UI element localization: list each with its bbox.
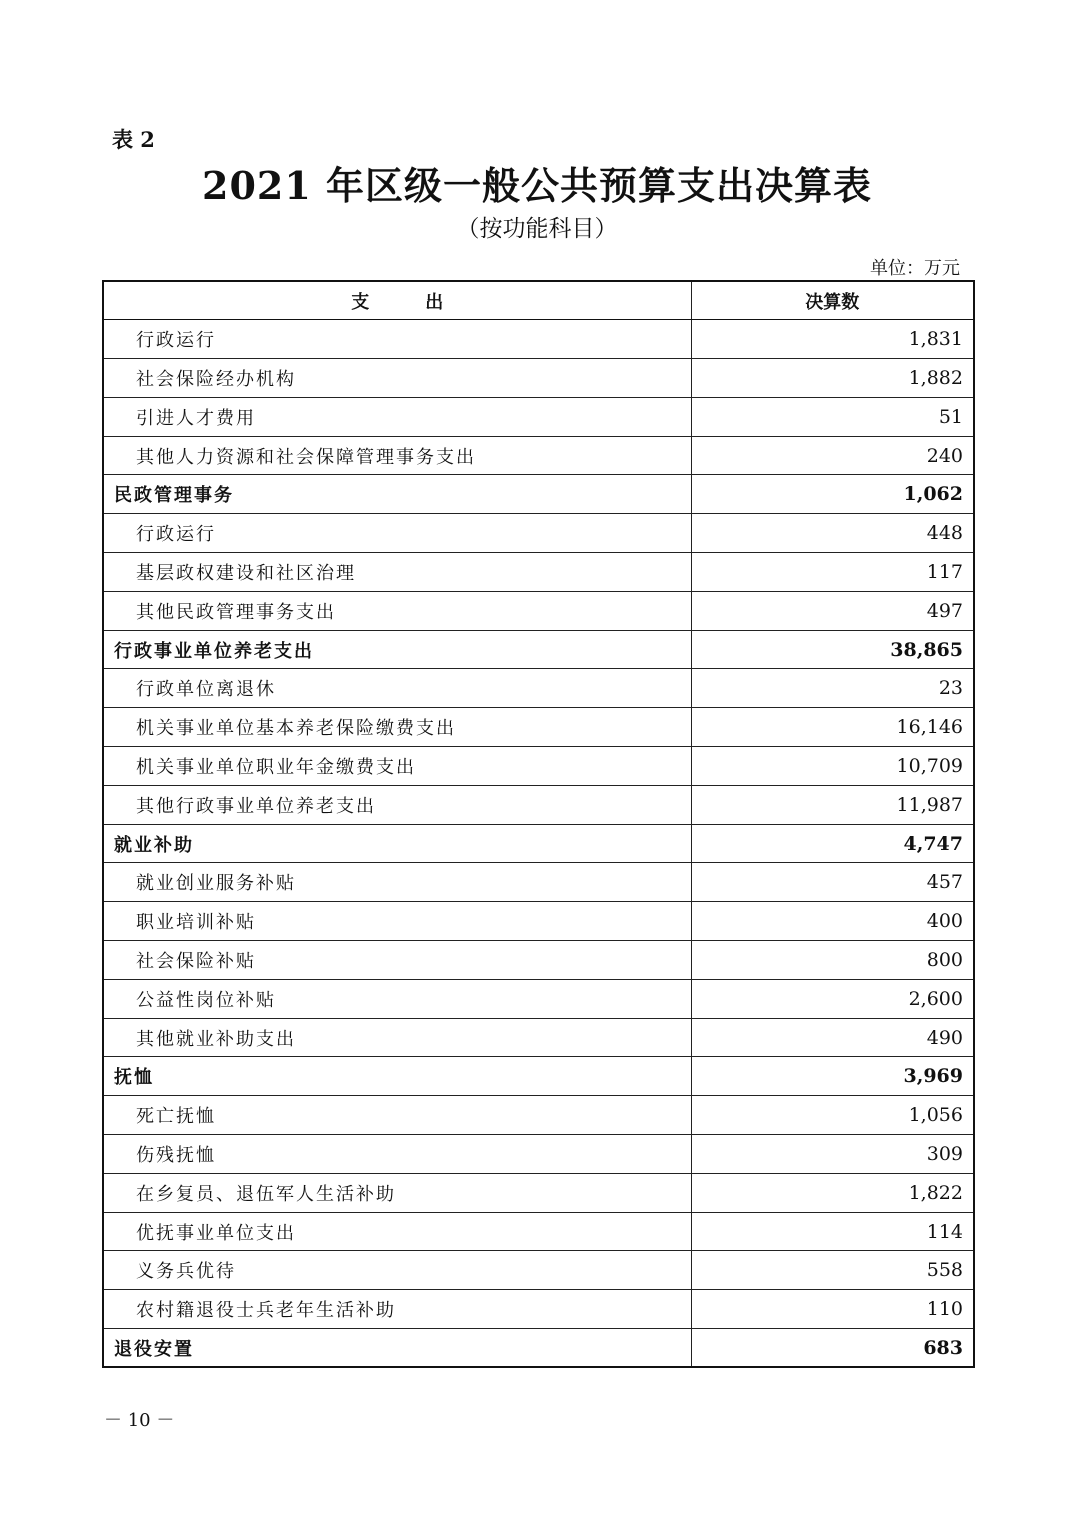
table-row xyxy=(103,1173,974,1212)
category-row xyxy=(103,824,974,863)
row-amount: 11,987 xyxy=(691,785,974,824)
row-amount: 1,822 xyxy=(691,1173,974,1212)
table-row xyxy=(103,979,974,1018)
row-name: 优抚事业单位支出 xyxy=(103,1212,691,1251)
page-subtitle: （按功能科目） xyxy=(456,216,618,242)
row-name: 基层政权建设和社区治理 xyxy=(103,553,691,592)
table-row xyxy=(103,591,974,630)
row-amount: 4,747 xyxy=(691,824,974,863)
row-name: 行政运行 xyxy=(103,514,691,553)
row-name: 其他人力资源和社会保障管理事务支出 xyxy=(103,436,691,475)
table-row xyxy=(103,1018,974,1057)
row-amount: 1,056 xyxy=(691,1096,974,1135)
table-row xyxy=(103,514,974,553)
row-amount: 1,882 xyxy=(691,359,974,398)
row-amount: 400 xyxy=(691,902,974,941)
column-header-expenditure-right: 出 xyxy=(425,291,444,313)
budget-expenditure-table xyxy=(102,280,975,1368)
table-row xyxy=(103,1096,974,1135)
row-amount: 800 xyxy=(691,941,974,980)
column-header-expenditure xyxy=(103,281,691,320)
row-name: 伤残抚恤 xyxy=(103,1135,691,1174)
table-row xyxy=(103,669,974,708)
table-row xyxy=(103,863,974,902)
row-amount: 490 xyxy=(691,1018,974,1057)
row-name: 抚恤 xyxy=(103,1057,691,1096)
row-name: 社会保险补贴 xyxy=(103,941,691,980)
table-row xyxy=(103,320,974,359)
row-amount: 114 xyxy=(691,1212,974,1251)
row-name: 引进人才费用 xyxy=(103,397,691,436)
row-amount: 309 xyxy=(691,1135,974,1174)
row-name: 死亡抚恤 xyxy=(103,1096,691,1135)
row-name: 行政事业单位养老支出 xyxy=(103,630,691,669)
row-name: 公益性岗位补贴 xyxy=(103,979,691,1018)
table-row xyxy=(103,785,974,824)
row-name: 就业补助 xyxy=(103,824,691,863)
row-amount: 117 xyxy=(691,553,974,592)
row-amount: 51 xyxy=(691,397,974,436)
column-header-expenditure-left: 支 xyxy=(351,291,370,313)
row-name: 其他就业补助支出 xyxy=(103,1018,691,1057)
row-name: 职业培训补贴 xyxy=(103,902,691,941)
row-amount: 457 xyxy=(691,863,974,902)
row-name: 就业创业服务补贴 xyxy=(103,863,691,902)
row-name: 义务兵优待 xyxy=(103,1251,691,1290)
row-amount: 2,600 xyxy=(691,979,974,1018)
category-row xyxy=(103,475,974,514)
row-name: 其他民政管理事务支出 xyxy=(103,591,691,630)
table-row xyxy=(103,359,974,398)
table-body xyxy=(103,320,974,1368)
page-number: － 10 － xyxy=(104,1410,175,1431)
row-amount: 10,709 xyxy=(691,747,974,786)
row-name: 其他行政事业单位养老支出 xyxy=(103,785,691,824)
row-name: 机关事业单位基本养老保险缴费支出 xyxy=(103,708,691,747)
table-row xyxy=(103,1290,974,1329)
table-row xyxy=(103,747,974,786)
unit-label: 单位：万元 xyxy=(870,258,960,279)
row-amount: 3,969 xyxy=(691,1057,974,1096)
row-amount: 16,146 xyxy=(691,708,974,747)
row-name: 在乡复员、退伍军人生活补助 xyxy=(103,1173,691,1212)
row-name: 社会保险经办机构 xyxy=(103,359,691,398)
table-row xyxy=(103,553,974,592)
table-header-row xyxy=(103,281,974,320)
row-name: 退役安置 xyxy=(103,1329,691,1368)
table-row xyxy=(103,941,974,980)
row-amount: 558 xyxy=(691,1251,974,1290)
row-amount: 497 xyxy=(691,591,974,630)
table-row xyxy=(103,1251,974,1290)
category-row xyxy=(103,1329,974,1368)
row-amount: 448 xyxy=(691,514,974,553)
row-name: 行政单位离退休 xyxy=(103,669,691,708)
category-row xyxy=(103,1057,974,1096)
row-name: 农村籍退役士兵老年生活补助 xyxy=(103,1290,691,1329)
column-header-amount: 决算数 xyxy=(691,281,974,320)
row-name: 行政运行 xyxy=(103,320,691,359)
row-name: 民政管理事务 xyxy=(103,475,691,514)
row-amount: 110 xyxy=(691,1290,974,1329)
table-row xyxy=(103,708,974,747)
category-row xyxy=(103,630,974,669)
table-row xyxy=(103,902,974,941)
row-amount: 683 xyxy=(691,1329,974,1368)
table-row xyxy=(103,397,974,436)
table-row xyxy=(103,1135,974,1174)
row-amount: 1,062 xyxy=(691,475,974,514)
row-name: 机关事业单位职业年金缴费支出 xyxy=(103,747,691,786)
row-amount: 38,865 xyxy=(691,630,974,669)
row-amount: 1,831 xyxy=(691,320,974,359)
table-row xyxy=(103,436,974,475)
row-amount: 23 xyxy=(691,669,974,708)
table-row xyxy=(103,1212,974,1251)
table-label: 表 2 xyxy=(112,127,155,152)
row-amount: 240 xyxy=(691,436,974,475)
page-title: 2021 年区级一般公共预算支出决算表 xyxy=(202,163,872,208)
